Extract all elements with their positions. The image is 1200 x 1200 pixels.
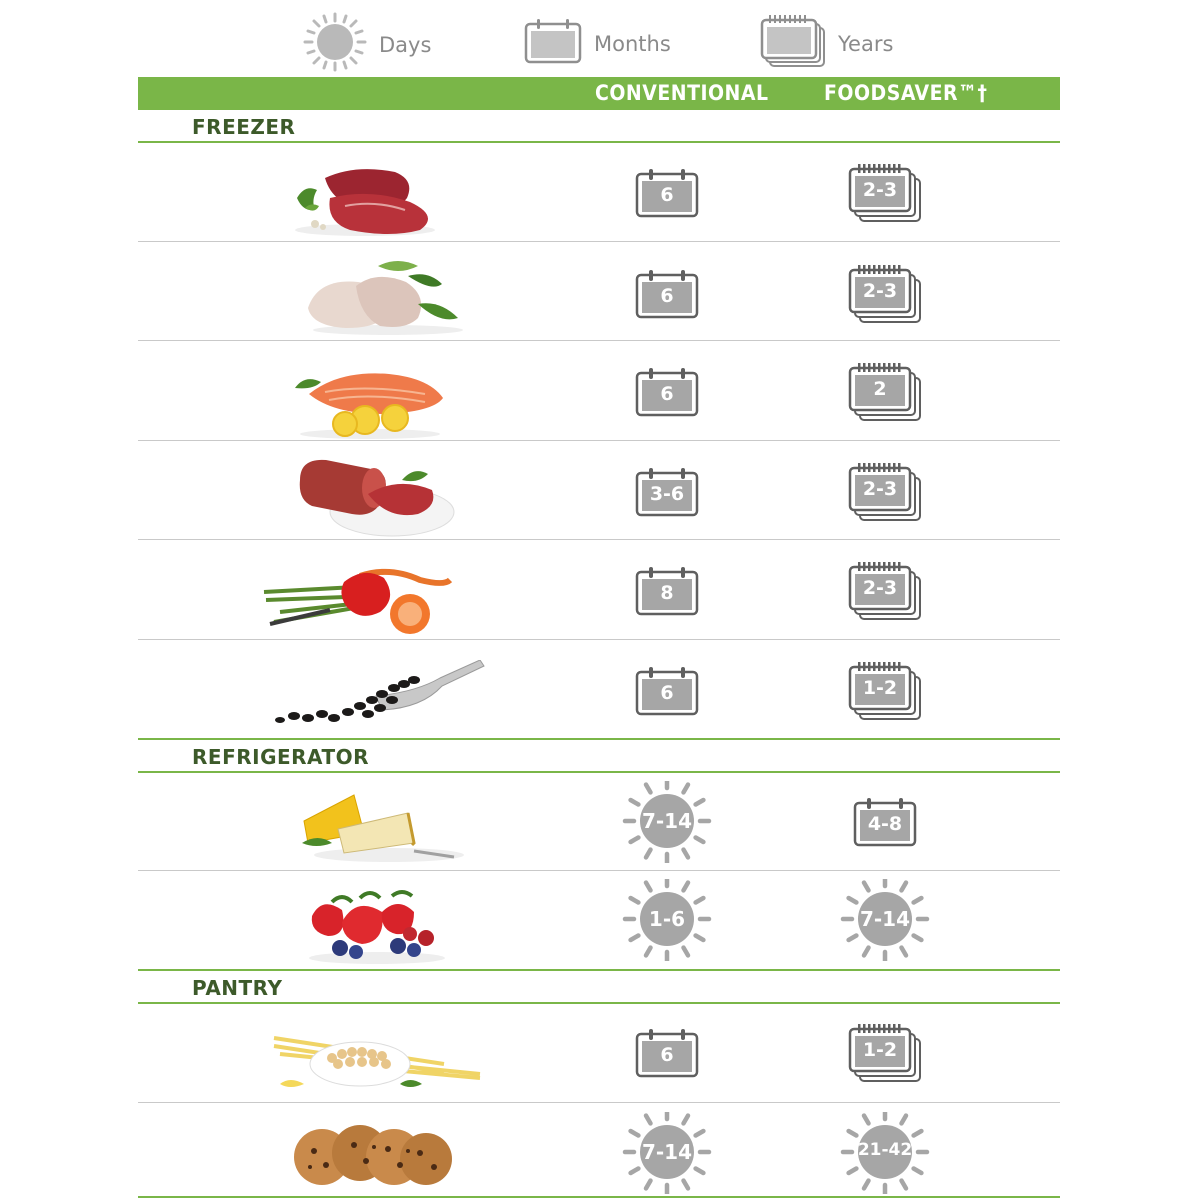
vegetables-foodsaver-cell: [848, 561, 922, 621]
row-divider: [138, 340, 1060, 341]
beef-steak-image: [285, 158, 445, 243]
duration-value: 2: [873, 378, 887, 400]
duration-value: 2-3: [862, 179, 898, 201]
legend-days: [303, 12, 431, 77]
legend-years: [760, 14, 893, 73]
duration-value: 6: [660, 1044, 674, 1066]
row-divider: [138, 440, 1060, 441]
section-divider: [138, 141, 1060, 143]
row-divider: [138, 870, 1060, 871]
cookies-image: [290, 1115, 455, 1200]
coffee-beans-scoop-image: [264, 660, 489, 735]
cheese-conventional-cell: [622, 781, 712, 863]
duration-value: 1-2: [862, 677, 898, 699]
calendar-icon: [524, 18, 582, 69]
duration-value: 7-14: [859, 907, 911, 931]
cheese-foodsaver-cell: [853, 797, 917, 847]
sun-icon: [303, 12, 367, 77]
legend-days-label: Days: [379, 32, 432, 57]
row-divider: [138, 539, 1060, 540]
duration-value: 7-14: [641, 1140, 693, 1164]
berries-foodsaver-cell: [840, 879, 930, 961]
column-header-conventional: CONVENTIONAL: [595, 81, 769, 105]
column-header-bar: [138, 77, 1060, 110]
vegetables-conventional-cell: [635, 566, 699, 616]
ground-meat-conventional-cell: [635, 467, 699, 517]
column-header-foodsaver: FOODSAVER™†: [824, 81, 988, 105]
duration-value: 6: [660, 285, 674, 307]
section-title-refrigerator: REFRIGERATOR: [192, 745, 370, 769]
duration-value: 2-3: [862, 280, 898, 302]
berries-conventional-cell: [622, 879, 712, 961]
poultry-foodsaver-cell: [848, 264, 922, 324]
cheese-image: [294, 785, 469, 872]
duration-value: 21-42: [857, 1140, 913, 1160]
legend-months: [524, 18, 671, 69]
poultry-conventional-cell: [635, 269, 699, 319]
section-title-freezer: FREEZER: [192, 115, 296, 139]
duration-value: 6: [660, 184, 674, 206]
duration-value: 1-6: [648, 907, 686, 931]
section-divider: [138, 1196, 1060, 1198]
beef-conventional-cell: [635, 168, 699, 218]
legend-years-label: Years: [838, 31, 894, 56]
ground-meat-foodsaver-cell: [848, 462, 922, 522]
section-title-pantry: PANTRY: [192, 976, 283, 1000]
coffee-conventional-cell: [635, 666, 699, 716]
duration-value: 7-14: [641, 809, 693, 833]
vegetables-image: [260, 552, 460, 643]
salami-image: [292, 452, 457, 545]
duration-value: 2-3: [862, 577, 898, 599]
pasta-chickpeas-image: [270, 1018, 490, 1103]
stacked-calendar-icon: [760, 14, 826, 73]
section-divider: [138, 1002, 1060, 1004]
legend-months-label: Months: [594, 31, 671, 56]
section-divider: [138, 771, 1060, 773]
duration-value: 6: [660, 383, 674, 405]
chicken-image: [298, 256, 473, 341]
duration-value: 2-3: [862, 478, 898, 500]
cookies-foodsaver-cell: [840, 1112, 930, 1194]
duration-value: 4-8: [867, 813, 903, 835]
cookies-conventional-cell: [622, 1112, 712, 1194]
section-divider: [138, 738, 1060, 740]
beef-foodsaver-cell: [848, 163, 922, 223]
salmon-image: [285, 358, 450, 445]
duration-value: 8: [660, 582, 674, 604]
duration-value: 1-2: [862, 1039, 898, 1061]
fish-conventional-cell: [635, 367, 699, 417]
section-divider: [138, 969, 1060, 971]
pasta-grains-foodsaver-cell: [848, 1023, 922, 1083]
fish-foodsaver-cell: [848, 362, 922, 422]
coffee-foodsaver-cell: [848, 661, 922, 721]
duration-value: 6: [660, 682, 674, 704]
berries-image: [302, 882, 452, 971]
pasta-grains-conventional-cell: [635, 1028, 699, 1078]
duration-value: 3-6: [649, 483, 685, 505]
row-divider: [138, 241, 1060, 242]
legend: [0, 0, 1200, 78]
